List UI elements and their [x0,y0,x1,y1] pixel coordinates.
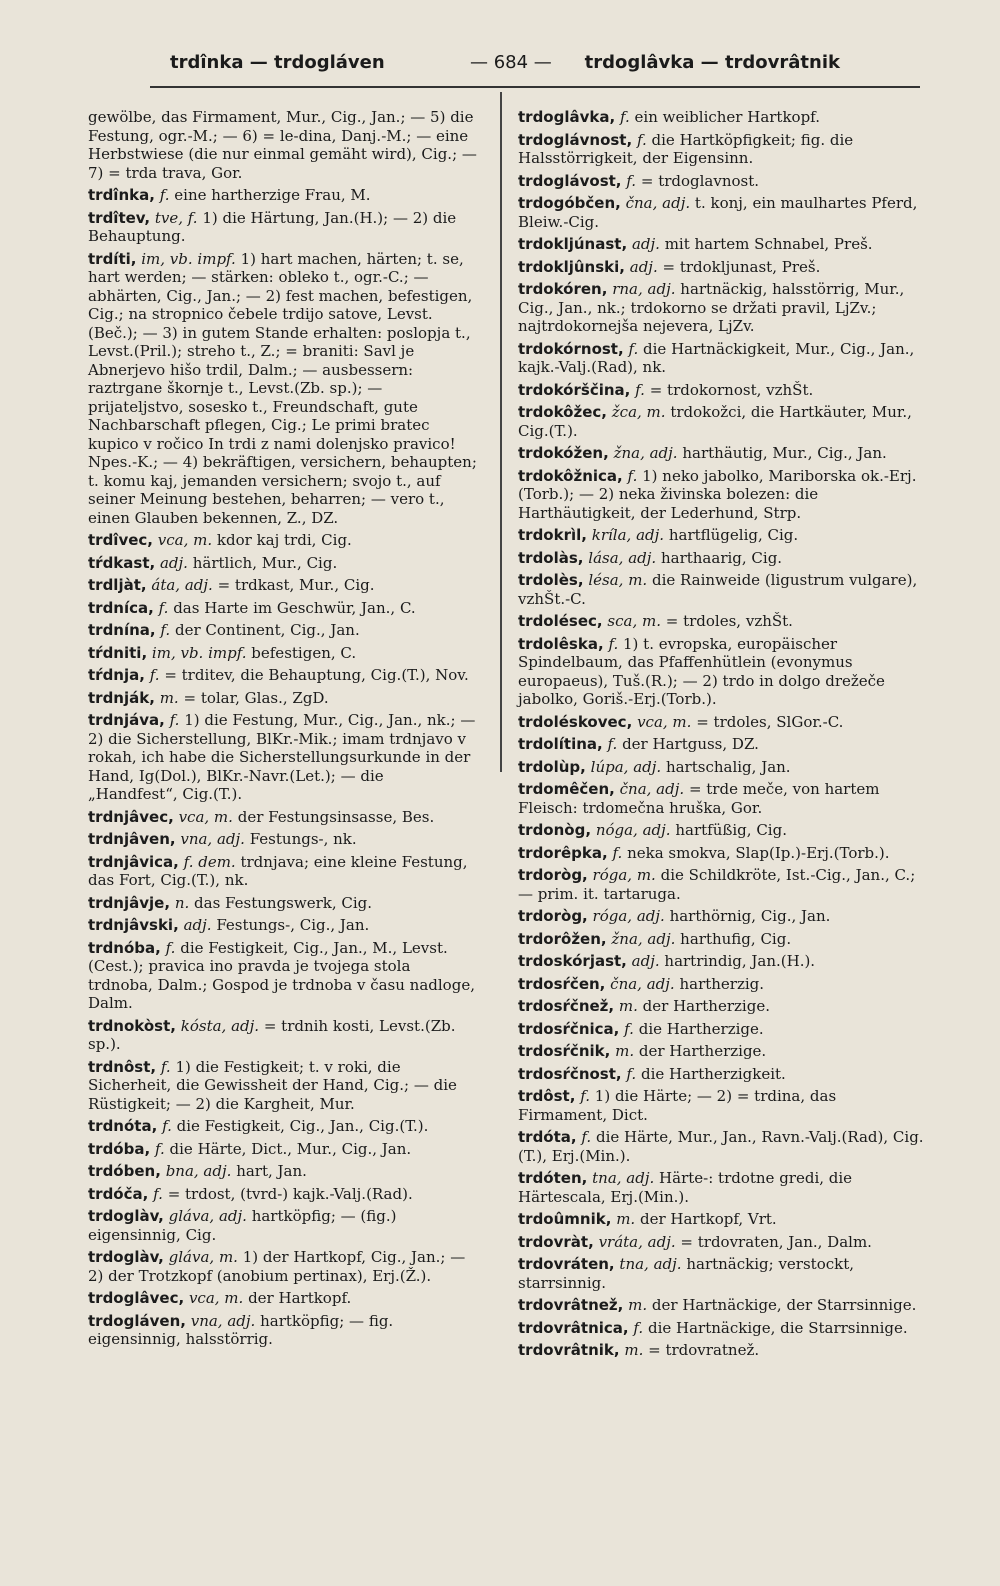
entry-headword: trdoglàv, [88,1207,164,1225]
dictionary-entry [88,689,478,708]
entry-definition: hartnäckig; verstockt, starrsinnig. [518,1255,855,1292]
entry-definition: das Harte im Geschwür, Jan., C. [173,598,416,617]
entry-headword: trdolítina, [518,735,603,753]
entry-grammar: gláva, adj. [168,1207,247,1225]
entry-definition: harthörnig, Cig., Jan. [669,907,831,925]
entry-headword: trdnjâvje, [88,893,171,912]
entry-definition: = trde meče, von hartem Fleisch: trdomečna hruška, Gor. [518,780,880,817]
entry-headword: trdóča, [88,1184,149,1203]
entry-grammar: kósta, adj. [180,1016,260,1035]
entry-definition: das Festungswerk, Cig. [194,893,373,912]
entry-definition: = tolar, Glas., ZgD. [183,688,329,707]
dictionary-entry [518,340,928,377]
dictionary-entry [88,939,478,1013]
entry-grammar: tna, adj. [619,1255,682,1273]
dictionary-entry [518,571,928,608]
entry-headword: trdovrâtnica, [518,1318,629,1337]
dictionary-entry [518,1087,928,1124]
entry-definition: ein weiblicher Hartkopf. [634,108,820,126]
entry-headword: trdóten, [518,1169,588,1187]
entry-headword: trdokôžnica, [518,466,623,485]
dictionary-entry [518,997,928,1016]
entry-headword: trdoglâvec, [88,1289,185,1307]
entry-grammar: f. [626,171,637,190]
dictionary-entry [88,209,478,246]
entry-definition: die Hartnäckigkeit, Mur., Cig., Jan., kajk.-Valj.(Rad), nk. [518,339,915,376]
entry-headword: trdokórščina, [518,380,631,399]
dictionary-entry [518,1296,928,1315]
entry-definition: hartköpfig; — (fig.) eigensinnig, Cig. [88,1207,397,1244]
dictionary-entry [518,108,928,127]
entry-grammar: f. [626,1064,637,1083]
entry-headword: trdogóbčen, [518,194,621,212]
entry-grammar: f. [154,1139,165,1158]
entry-definition: trdokožci, die Hartkäuter, Mur., Cig.(T.). [518,403,912,440]
entry-grammar: f. [162,1117,172,1135]
dictionary-entry [518,713,928,732]
entry-grammar: f. [153,1184,163,1203]
entry-headword: trdorêpka, [518,843,608,862]
dictionary-entry [518,952,928,971]
entry-grammar: f. [612,843,623,862]
entry-definition: hartflügelig, Cig. [668,526,799,544]
entry-definition: die Festigkeit, Cig., Jan., Cig.(T.). [176,1117,429,1135]
entry-headword: trdoglàv, [88,1248,164,1266]
entry-headword: tŕdnja, [88,666,145,684]
entry-headword: trdljàt, [88,576,147,594]
entry-grammar: adj. [183,916,212,934]
entry-grammar: rna, adj. [612,280,676,298]
dictionary-entry [88,1140,478,1159]
entry-definition: mit hartem Schnabel, Preš. [664,235,873,253]
entry-grammar: vna, adj. [180,830,245,848]
entry-definition: gewölbe, das Firmament, Mur., Cig., Jan.; — 5) die Festung, ogr.-M.; — 6) = le-dina, Danj.-M.; — eine Herbstwiese (die nur einmal gemäht wird), Cig.; — 7) = trda trava, Gor. [88,108,477,182]
entry-definition: = trdokljunast, Preš. [662,257,821,276]
entry-definition: harthäutig, Mur., Cig., Jan. [682,444,887,462]
entry-definition: = trdokornost, vzhŠt. [649,380,814,399]
dictionary-entry [518,549,928,568]
dictionary-entry [518,194,928,231]
entry-grammar: f. [160,621,171,639]
dictionary-entry [518,172,928,191]
entry-definition: Festungs-, nk. [249,830,357,848]
entry-grammar: lésa, m. [588,571,648,589]
entry-definition: 1) hart machen, härten; t. se, hart werden; — stärken: obleko t., ogr.-C.; — abhärten, Cig., Jan.; — 2) fest machen, befestigen, Cig.; na stropnico čebele trdijo satove, Levst.(Beč.); — 3) in gutem Stande erhalten: poslopja t., Levst.(Pril.); streho t., Z.; = braniti: Savl je Abnerjevo hišo trdil, Dalm.; — ausbessern: raztrgane škornje t., Levst.(Zb. sp.); — prijateljstvo, sosesko t., Freundschaft, gute Nachbarschaft pflegen, Cig.; Le primi bratec kupico v ročico In trdi z nami dolenjsko pravico! Npes.-K.; — 4) bekräftigen, versichern, behaupten; t. komu kaj, jemanden versichern; svojo t., auf seiner Meinung bestehen, beharren; — vero t., einen Glauben bekennen, Z., DZ. [88,249,477,527]
dictionary-entry [518,280,928,336]
entry-grammar: žca, m. [611,403,666,421]
entry-grammar: m. [628,1296,648,1314]
entry-definition: hartfüßig, Cig. [675,821,787,839]
entry-definition: der Continent, Cig., Jan. [174,621,360,639]
entry-headword: trdnjáva, [88,711,165,729]
entry-grammar: f. [636,130,647,149]
entry-definition: hart, Jan. [236,1162,307,1180]
entry-definition: = trdost, (tvrd-) kajk.-Valj.(Rad). [167,1184,413,1203]
entry-headword: trdnjâvec, [88,807,174,826]
dictionary-entry [518,444,928,463]
entry-definition: = trditev, die Behauptung, Cig.(T.), Nov. [164,666,469,684]
entry-grammar: čna, adj. [625,194,691,212]
entry-headword: tŕdkast, [88,553,156,572]
entry-grammar: f. [160,1057,171,1076]
dictionary-entry [88,1248,478,1285]
entry-grammar: m. [615,1042,635,1060]
entry-definition: 1) die Festigkeit; t. v roki, die Sicherheit, die Gewissheit der Hand, Cig.; — die Rüstigkeit; — 2) die Kargheit, Mur. [88,1057,457,1113]
header-right-guide: trdoglâvka — trdovrâtnik [584,52,840,73]
page-number: — 684 — [470,52,552,73]
entry-headword: trdolùp, [518,757,586,776]
entry-headword: trdoròg, [518,907,588,925]
dictionary-entry [88,599,478,618]
entry-definition: 1) der Hartkopf, Cig., Jan.; — 2) der Trotzkopf (anobium pertinax), Erj.(Ž.). [88,1248,466,1285]
entry-headword: trdnjâvica, [88,852,179,871]
entry-definition: t. konj, ein maulhartes Pferd, Bleiw.-Cig. [518,194,918,231]
entry-grammar: f. [149,666,160,684]
dictionary-entry [88,1017,478,1054]
dictionary-entry [518,467,928,523]
dictionary-entry [518,866,928,903]
entry-headword: tŕdniti, [88,643,148,662]
entry-grammar: tve, f. [154,208,198,227]
entry-definition: = trdnih kosti, Levst.(Zb. sp.). [88,1016,456,1053]
entry-headword: trdokrìl, [518,526,587,544]
dictionary-entry [518,258,928,277]
entry-definition: = trdkast, Mur., Cig. [217,576,375,594]
entry-definition: 1) neko jabolko, Mariborska ok.-Erj.(Torb.); — 2) neka živinska bolezen: die Harthäutigkeit, der Lederhund, Strp. [518,466,917,522]
entry-headword: trdokórnost, [518,339,624,358]
entry-headword: trdovràt, [518,1232,594,1251]
entry-grammar: f. [159,186,170,204]
dictionary-entry [88,1289,478,1308]
entry-headword: trdosŕčnica, [518,1019,620,1038]
entry-headword: trdoròg, [518,866,588,884]
entry-definition: die Hartherzigkeit. [640,1064,786,1083]
entry-grammar: adj. [159,553,188,572]
entry-grammar: f. [607,735,618,753]
entry-headword: trdíti, [88,249,137,268]
dictionary-entry [518,403,928,440]
entry-headword: trdnjâvski, [88,916,179,934]
entry-grammar: vca, m. [157,531,213,549]
dictionary-entry [88,576,478,595]
entry-definition: harthaarig, Cig. [660,548,783,567]
entry-definition: der Hartherzige. [642,997,770,1015]
dictionary-entry [518,1065,928,1084]
dictionary-entry [88,1185,478,1204]
entry-grammar: f. [627,466,638,485]
entry-grammar: róga, adj. [592,907,665,925]
entry-grammar: vca, m. [637,712,692,731]
entry-headword: trdovrâtnik, [518,1341,620,1359]
entry-headword: trdokljúnast, [518,235,628,253]
entry-definition: der Hartkopf. [248,1289,352,1307]
header-rule [150,86,920,88]
dictionary-entry [88,711,478,804]
dictionary-entry [88,1207,478,1244]
entry-grammar: f. [169,711,180,729]
entry-headword: trdokóren, [518,280,608,298]
entry-definition: eine hartherzige Frau, M. [174,186,371,204]
entry-grammar: im, vb. impf. [151,643,247,662]
entry-headword: trdoskórjast, [518,952,627,970]
dictionary-entry [518,735,928,754]
entry-grammar: nóga, adj. [595,821,671,839]
entry-grammar: čna, adj. [619,780,685,798]
dictionary-entry [518,1341,928,1360]
entry-definition: = trdoles, vzhŠt. [665,612,793,630]
entry-headword: trdokôžec, [518,403,607,421]
entry-definition: = trdovraten, Jan., Dalm. [680,1232,872,1251]
entry-grammar: tna, adj. [592,1169,655,1187]
entry-headword: trdoûmnik, [518,1210,612,1228]
entry-definition: hartnäckig, halsstörrig, Mur., Cig., Jan., nk.; trdokorno se držati pravil, LjZv.; najtrdokornejša nejevera, LjZv. [518,280,905,335]
dictionary-entry [518,821,928,840]
entry-definition: 1) t. evropska, europäischer Spindelbaum, das Pfaffenhütlein (evonymus europaeus), Tuš.(R.); — 2) trdo in dolgo drežeče jabolko, Goriš.-Erj.(Torb.). [518,634,885,708]
entry-definition: die Schildkröte, Ist.-Cig., Jan., C.; — prim. it. tartaruga. [518,866,916,903]
entry-definition: 1) die Härte; — 2) = trdina, das Firmament, Dict. [518,1087,837,1124]
entry-headword: trdolàs, [518,548,584,567]
dictionary-entry [518,235,928,254]
entry-definition: = trdoglavnost. [640,171,760,190]
entry-definition: der Festungsinsasse, Bes. [237,807,435,826]
entry-headword: trdonòg, [518,821,592,839]
entry-definition: kdor kaj trdi, Cig. [216,531,352,549]
entry-definition: die Hartherzige. [638,1019,764,1038]
entry-headword: trdoléskovec, [518,712,633,731]
entry-headword: trdolêska, [518,634,604,653]
entry-grammar: róga, m. [592,866,656,884]
entry-headword: trdnják, [88,688,155,707]
entry-grammar: adj. [629,257,658,276]
entry-headword: trdóben, [88,1162,161,1180]
dictionary-entry [518,1169,928,1206]
dictionary-entry [88,554,478,573]
entry-grammar: kríla, adj. [591,526,665,544]
dictionary-entry [518,975,928,994]
entry-definition: hartrindig, Jan.(H.). [664,952,816,970]
entry-headword: trdovrâtnež, [518,1296,624,1314]
dictionary-entry [88,1117,478,1136]
entry-definition: die Festigkeit, Cig., Jan., M., Levst.(Cest.); pravica ino pravda je tvojega stola trdnoba, Dalm.; Gospod je trdnoba v času nadloge, Dalm. [88,938,475,1012]
entry-definition: der Hartnäckige, der Starrsinnige. [651,1296,917,1314]
dictionary-entry [88,1058,478,1114]
dictionary-entry [518,844,928,863]
entry-definition: Festungs-, Cig., Jan. [216,916,370,934]
dictionary-entry [88,666,478,685]
dictionary-entry [518,526,928,545]
entry-headword: trdnóba, [88,938,161,957]
entry-grammar: m. [159,688,179,707]
entry-grammar: adj. [631,952,660,970]
dictionary-entry [518,612,928,631]
dictionary-entry [518,131,928,168]
entry-definition: hartschalig, Jan. [665,757,791,776]
dictionary-entry [88,1312,478,1349]
entry-definition: die Härte, Mur., Jan., Ravn.-Valj.(Rad), Cig.(T.), Erj.(Min.). [518,1128,924,1165]
entry-grammar: f. [608,634,619,653]
entry-headword: trdokljûnski, [518,257,625,276]
entry-headword: trdînka, [88,186,155,204]
dictionary-entry [88,916,478,935]
entry-headword: trdnokòst, [88,1016,176,1035]
entry-grammar: im, vb. impf. [141,249,236,268]
entry-headword: trdôst, [518,1087,576,1105]
entry-headword: trdóta, [518,1128,577,1146]
dictionary-entry [88,250,478,528]
entry-headword: trdosŕčnost, [518,1064,622,1083]
entry-definition: neka smokva, Slap(Ip.)-Erj.(Torb.). [627,843,890,862]
dictionary-entry [88,853,478,890]
entry-definition: 1) die Härtung, Jan.(H.); — 2) die Behauptung. [88,208,457,245]
entry-definition: der Hartkopf, Vrt. [639,1210,777,1228]
entry-grammar: m. [616,1210,636,1228]
entry-headword: trdosŕčnež, [518,997,615,1015]
entry-grammar: lása, adj. [588,548,657,567]
entry-definition: die Hartnäckige, die Starrsinnige. [647,1318,908,1337]
entry-grammar: f. [619,108,630,126]
entry-headword: trdolésec, [518,612,603,630]
right-column [518,108,928,1364]
entry-definition: die Rainweide (ligustrum vulgare), vzhŠt.-C. [518,571,918,608]
entry-headword: trdnóta, [88,1117,158,1135]
entry-headword: trdosŕčnik, [518,1042,611,1060]
dictionary-entry [518,758,928,777]
entry-definition: hartköpfig; — fig. eigensinnig, halsstörrig. [88,1311,394,1348]
entry-definition: die Härte, Dict., Mur., Cig., Jan. [169,1139,412,1158]
entry-headword: trdolès, [518,571,584,589]
entry-headword: trdoglâvka, [518,108,616,126]
entry-grammar: adj. [631,235,660,253]
entry-grammar: f. [635,380,645,399]
entry-grammar: žna, adj. [611,929,676,948]
entry-headword: trdosŕčen, [518,974,606,993]
dictionary-entry [88,1162,478,1181]
entry-headword: trdîtev, [88,208,151,227]
dictionary-entry [88,894,478,913]
entry-grammar: vca, m. [188,1289,244,1307]
entry-grammar: f. [165,938,176,957]
entry-grammar: f. [580,1087,590,1105]
page-header [150,52,850,82]
entry-definition: = trdovratnež. [648,1341,760,1359]
column-divider [500,92,502,772]
dictionary-entry [518,1233,928,1252]
header-left-guide: trdînka — trdogláven [170,52,385,73]
entry-grammar: m. [624,1341,644,1359]
entry-grammar: žna, adj. [613,444,678,462]
entry-definition: hartherzig. [679,974,765,993]
entry-headword: trdnína, [88,621,156,639]
dictionary-entry [518,1210,928,1229]
dictionary-entry [518,1042,928,1061]
entry-grammar: f. [624,1019,634,1038]
entry-definition: harthufig, Cig. [680,929,792,948]
entry-grammar: áta, adj. [151,576,213,594]
entry-definition: härtlich, Mur., Cig. [192,553,338,572]
entry-definition: befestigen, C. [251,643,357,662]
entry-headword: trdóba, [88,1139,151,1158]
dictionary-entry [88,830,478,849]
dictionary-entry [518,1255,928,1292]
entry-grammar: n. [174,893,190,912]
entry-headword: trdogláven, [88,1311,186,1330]
entry-grammar: m. [618,997,638,1015]
dictionary-entry [88,108,478,182]
dictionary-entry [518,1020,928,1039]
entry-grammar: f. [628,339,639,358]
entry-headword: trdokóžen, [518,444,609,462]
entry-grammar: vráta, adj. [598,1232,676,1251]
entry-headword: trdomêčen, [518,780,615,798]
entry-grammar: lúpa, adj. [590,757,662,776]
dictionary-entry [88,808,478,827]
dictionary-entry [518,635,928,709]
dictionary-entry [518,930,928,949]
entry-headword: trdorôžen, [518,929,607,948]
entry-definition: = trdoles, SlGor.-C. [696,712,844,731]
entry-definition: Härte-: trdotne gredi, die Härtescala, Erj.(Min.). [518,1169,853,1206]
entry-grammar: gláva, m. [168,1248,238,1266]
entry-grammar: f. [581,1128,592,1146]
dictionary-entry [518,381,928,400]
entry-headword: trdníca, [88,598,154,617]
dictionary-entry [88,621,478,640]
entry-definition: der Hartguss, DZ. [622,735,759,753]
dictionary-entry [518,780,928,817]
entry-definition: die Hartköpfigkeit; fig. die Halsstörrigkeit, der Eigensinn. [518,130,854,167]
entry-headword: trdnjâven, [88,830,176,848]
entry-definition: der Hartherzige. [638,1042,767,1060]
entry-definition: 1) die Festung, Mur., Cig., Jan., nk.; — 2) die Sicherstellung, BlKr.-Mik.; imam trdnjavo v rokah, ich habe die Sicherstellungsurkunde in der Hand, Ig(Dol.), BlKr.-Navr.(Let.); — die „Handfest“, Cig.(T.). [88,711,476,803]
dictionary-entry [518,1128,928,1165]
entry-grammar: sca, m. [607,612,661,630]
dictionary-entry [88,531,478,550]
entry-grammar: f. [158,598,169,617]
entry-headword: trdovráten, [518,1255,615,1273]
dictionary-entry [88,644,478,663]
dictionary-entry [518,907,928,926]
entry-headword: trdoglávnost, [518,130,633,149]
entry-headword: trdnôst, [88,1057,157,1076]
entry-definition: trdnjava; eine kleine Festung, das Fort, Cig.(T.), nk. [88,852,468,889]
entry-grammar: vna, adj. [190,1311,256,1330]
entry-grammar: vca, m. [178,807,233,826]
entry-grammar: čna, adj. [610,974,675,993]
dictionary-entry [518,1319,928,1338]
entry-grammar: f. [633,1318,644,1337]
entry-grammar: bna, adj. [165,1162,232,1180]
dictionary-entry [88,186,478,205]
entry-grammar: f. dem. [183,852,236,871]
entry-headword: trdoglávost, [518,171,622,190]
left-column [88,108,478,1353]
entry-headword: trdîvec, [88,531,153,549]
